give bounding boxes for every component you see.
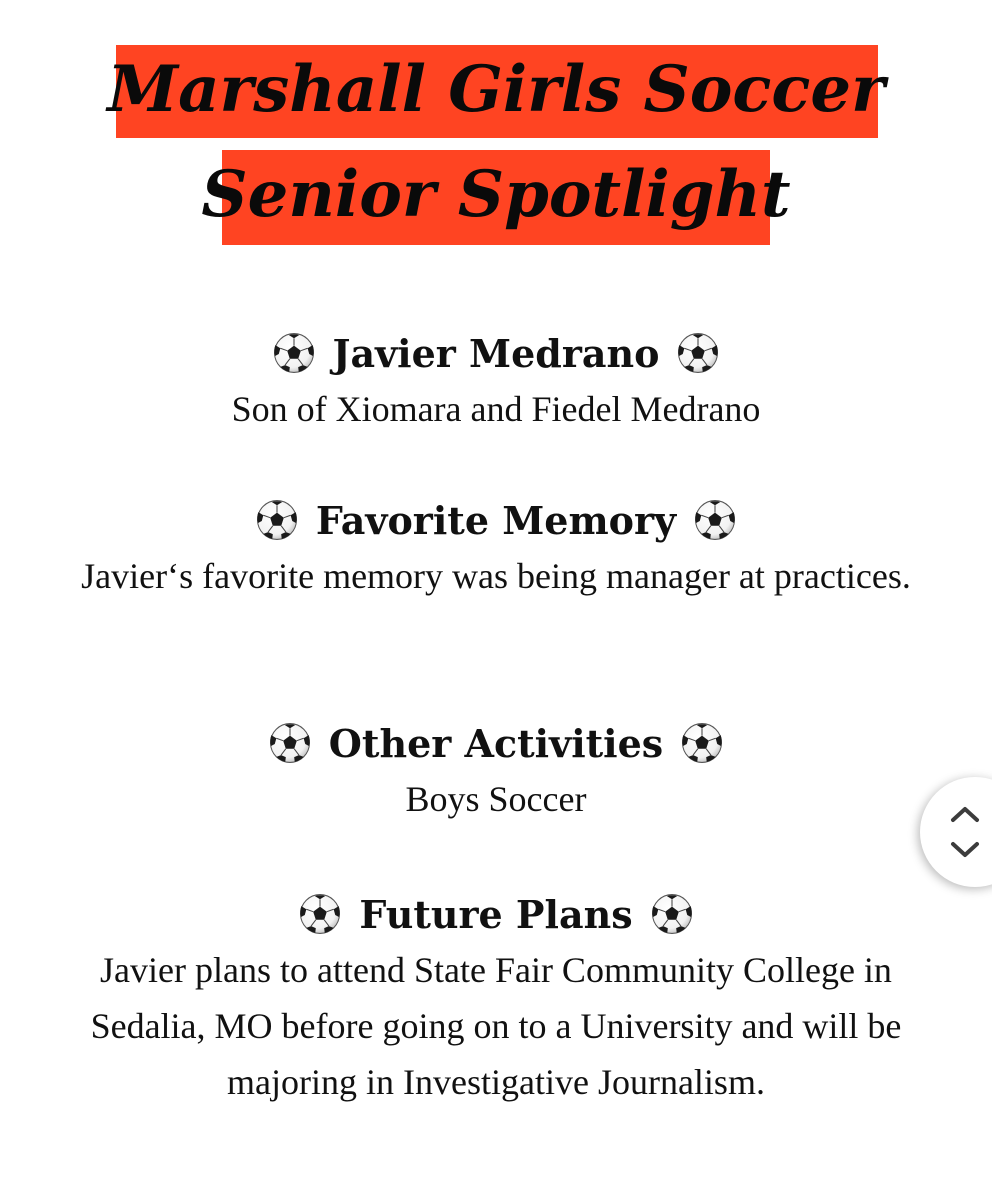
- spotlight-title: [0, 0, 992, 250]
- section-heading: [0, 886, 992, 942]
- section-senior-name: [0, 325, 992, 437]
- title-line2: Senior Spotlight: [201, 157, 791, 232]
- favorite-memory-heading: Favorite Memory: [315, 497, 677, 543]
- soccer-ball-icon: [694, 499, 736, 541]
- section-heading: [0, 325, 992, 381]
- soccer-ball-icon: [681, 722, 723, 764]
- favorite-memory-text: Javier‘s favorite memory was being manager at practices.: [81, 556, 911, 596]
- chevron-down-icon[interactable]: [948, 839, 982, 861]
- soccer-ball-icon: [299, 893, 341, 935]
- senior-name: Javier Medrano: [332, 330, 660, 376]
- soccer-ball-icon: [256, 499, 298, 541]
- section-heading: [0, 715, 992, 771]
- section-favorite-memory: [0, 492, 992, 604]
- other-activities-text: Boys Soccer: [405, 779, 587, 819]
- section-future-plans: [0, 886, 992, 1110]
- section-other-activities: [0, 715, 992, 827]
- title-line1: Marshall Girls Soccer: [107, 52, 885, 127]
- soccer-ball-icon: [269, 722, 311, 764]
- soccer-ball-icon: [651, 893, 693, 935]
- soccer-ball-icon: [273, 332, 315, 374]
- parents-text: Son of Xiomara and Fiedel Medrano: [231, 389, 761, 429]
- future-plans-text: Javier plans to attend State Fair Community College in Sedalia, MO before going on to a University and will be majoring in Investigative Journalism.: [90, 950, 902, 1102]
- future-plans-heading: Future Plans: [359, 891, 633, 937]
- section-heading: [0, 492, 992, 548]
- soccer-ball-icon: [677, 332, 719, 374]
- chevron-up-icon[interactable]: [948, 803, 982, 825]
- other-activities-heading: Other Activities: [328, 720, 664, 766]
